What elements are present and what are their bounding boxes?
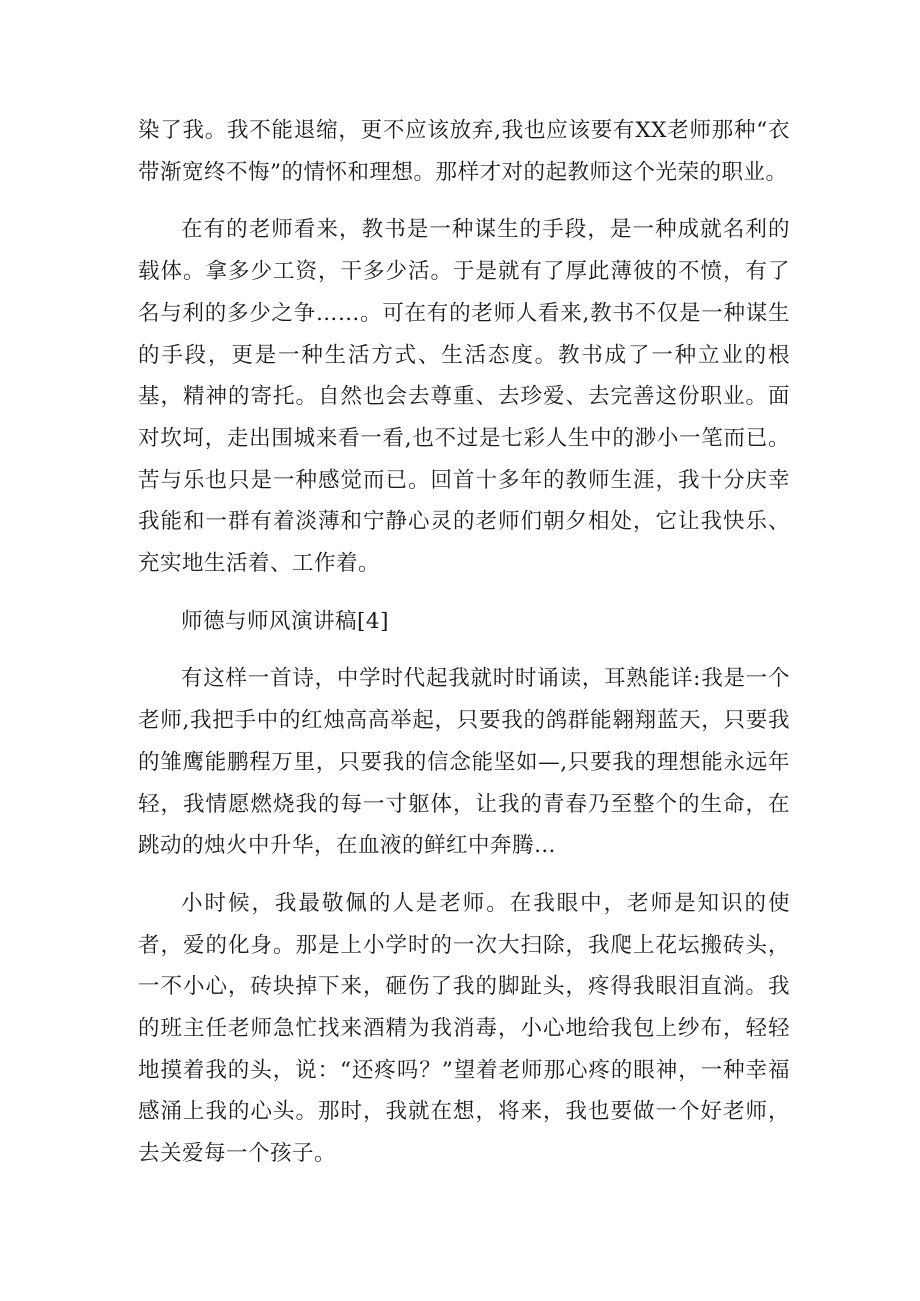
document-body	[138, 110, 790, 1191]
paragraph-poem: 有这样一首诗，中学时代起我就时时诵读，耳熟能详:我是一个老师,我把手中的红烛高高举起，只要我的鸽群能翱翔蓝天，只要我的雏鹰能鹏程万里，只要我的信念能坚如—,只要我的理想能永远年轻，我情愿燃烧我的每一寸躯体，让我的青春乃至整个的生命，在跳动的烛火中升华，在血液的鲜红中奔腾…	[138, 666, 790, 859]
paragraph-continuation: 染了我。我不能退缩，更不应该放弃,我也应该要有XX老师那种“衣带渐宽终不悔”的情怀和理想。那样才对的起教师这个光荣的职业。	[138, 118, 790, 185]
paragraph-teaching-views: 在有的老师看来，教书是一种谋生的手段，是一种成就名利的载体。拿多少工资，干多少活。于是就有了厚此薄彼的不愤，有了名与利的多少之争……。可在有的老师人看来,教书不仅是一种谋生的手段，更是一种生活方式、生活态度。教书成了一种立业的根基，精神的寄托。自然也会去尊重、去珍爱、去完善这份职业。面对坎坷，走出围城来看一看,也不过是七彩人生中的渺小一笔而已。苦与乐也只是一种感觉而已。回首十多年的教师生涯，我十分庆幸我能和一群有着淡薄和宁静心灵的老师们朝夕相处，它让我快乐、充实地生活着、工作着。	[138, 217, 790, 577]
section-heading: 师德与师风演讲稿[4]	[181, 608, 389, 634]
paragraph-childhood-memory: 小时候，我最敬佩的人是老师。在我眼中，老师是知识的使者，爱的化身。那是上小学时的一次大扫除，我爬上花坛搬砖头，一不小心，砖块掉下来，砸伤了我的脚趾头，疼得我眼泪直淌。我的班主任老师急忙找来酒精为我消毒，小心地给我包上纱布，轻轻地摸着我的头，说：“还疼吗？”望着老师那心疼的眼神，一种幸福感涌上我的心头。那时，我就在想，将来，我也要做一个好老师，去关爱每一个孩子。	[138, 890, 790, 1167]
